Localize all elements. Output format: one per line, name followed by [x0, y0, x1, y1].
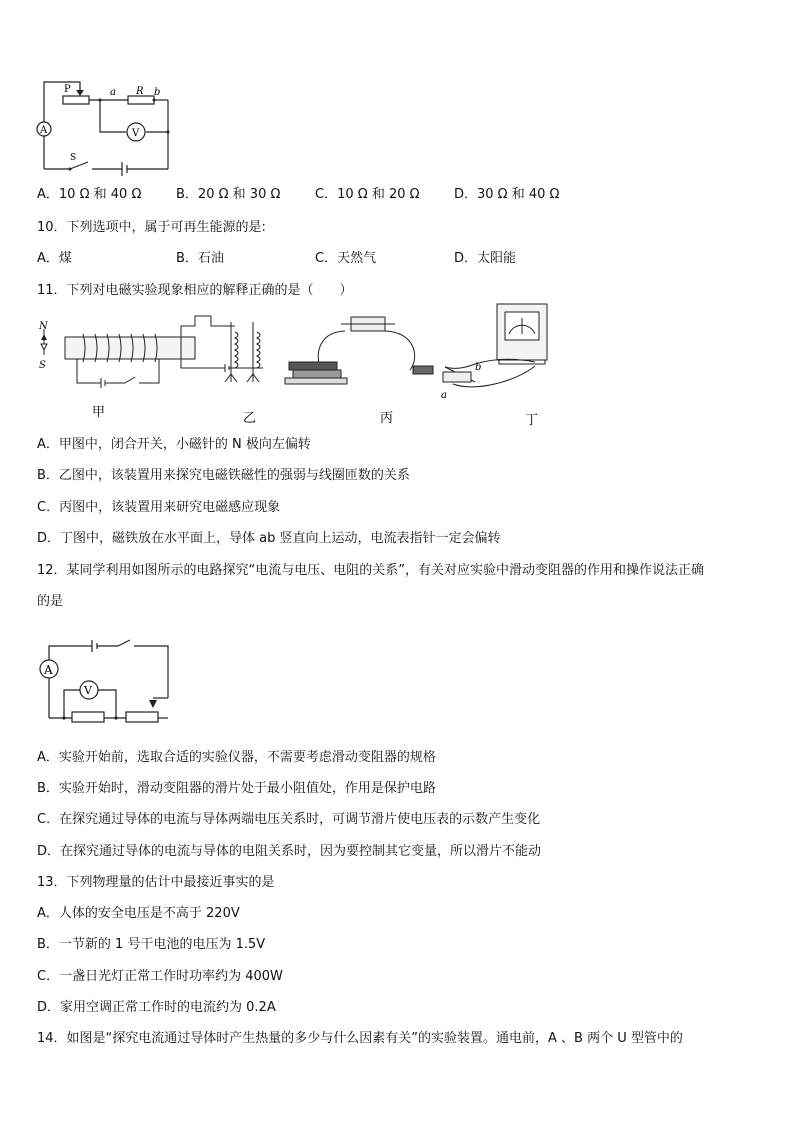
- q11-stem: 11．下列对电磁实验现象相应的解释正确的是（ ）: [37, 283, 353, 298]
- label-b: b: [475, 362, 482, 373]
- q12-option-b[interactable]: B．实验开始时，滑动变阻器的滑片处于最小阻值处，作用是保护电路: [37, 781, 436, 796]
- label-b: b: [154, 87, 161, 98]
- ammeter-label: A: [44, 663, 53, 677]
- q10-option-a[interactable]: A．煤: [37, 251, 72, 266]
- q11-option-a[interactable]: A．甲图中，闭合开关，小磁针的 N 极向左偏转: [37, 437, 311, 452]
- q13-option-d[interactable]: D．家用空调正常工作时的电流约为 0.2A: [37, 1000, 276, 1015]
- q14-stem: 14．如图是“探究电流通过导体时产生热量的多少与什么因素有关”的实验装置。通电前，A 、B 两个 U 型管中的: [37, 1031, 683, 1046]
- q11-option-b[interactable]: B．乙图中，该装置用来探究电磁铁磁性的强弱与线圈匝数的关系: [37, 468, 410, 483]
- q12-option-a[interactable]: A．实验开始前，选取合适的实验仪器，不需要考虑滑动变阻器的规格: [37, 750, 436, 765]
- q12-stem-line2: 的是: [37, 594, 64, 609]
- q12-stem-line1: 12．某同学利用如图所示的电路探究“电流与电压、电阻的关系”，有关对应实验中滑动变阻器的作用和操作说法正确: [37, 563, 705, 578]
- voltmeter-label: V: [84, 684, 92, 697]
- q9-option-b[interactable]: B．20 Ω 和 30 Ω: [176, 187, 281, 202]
- q10-option-b[interactable]: B．石油: [176, 251, 224, 266]
- q11-option-c[interactable]: C．丙图中，该装置用来研究电磁感应现象: [37, 500, 281, 515]
- label-r: R: [136, 86, 144, 97]
- switch-label: S: [70, 153, 77, 163]
- label-a: a: [441, 390, 447, 401]
- caption-bing: 丙: [380, 411, 394, 426]
- caption-ding: 丁: [525, 413, 539, 428]
- label-p: P: [64, 84, 71, 95]
- q13-option-a[interactable]: A．人体的安全电压是不高于 220V: [37, 906, 240, 921]
- q12-circuit-diagram: [36, 638, 176, 724]
- ammeter-label: A: [40, 125, 48, 136]
- q9-circuit-diagram: [30, 74, 180, 174]
- q10-option-d[interactable]: D．太阳能: [454, 251, 517, 266]
- q10-option-c[interactable]: C．天然气: [315, 251, 377, 266]
- q10-stem: 10．下列选项中，属于可再生能源的是:: [37, 220, 266, 235]
- q9-option-c[interactable]: C．10 Ω 和 20 Ω: [315, 187, 420, 202]
- q12-option-c[interactable]: C．在探究通过导体的电流与导体两端电压关系时，可调节滑片使电压表的示数产生变化: [37, 812, 541, 827]
- caption-yi: 乙: [243, 411, 257, 426]
- q13-option-b[interactable]: B．一节新的 1 号干电池的电压为 1.5V: [37, 937, 266, 952]
- q13-stem: 13．下列物理量的估计中最接近事实的是: [37, 875, 275, 890]
- n-label: N: [39, 321, 48, 332]
- caption-jia: 甲: [92, 405, 106, 420]
- s-label: S: [39, 360, 46, 371]
- q12-option-d[interactable]: D．在探究通过导体的电流与导体的电阻关系时，因为要控制其它变量，所以滑片不能动: [37, 844, 542, 859]
- voltmeter-label: V: [132, 128, 140, 139]
- q11-option-d[interactable]: D．丁图中，磁铁放在水平面上，导体 ab 竖直向上运动，电流表指针一定会偏转: [37, 531, 501, 546]
- label-a: a: [110, 87, 116, 98]
- q11-figures: [35, 312, 555, 432]
- q9-option-a[interactable]: A．10 Ω 和 40 Ω: [37, 187, 142, 202]
- q9-option-d[interactable]: D．30 Ω 和 40 Ω: [454, 187, 560, 202]
- q13-option-c[interactable]: C．一盏日光灯正常工作时功率约为 400W: [37, 969, 283, 984]
